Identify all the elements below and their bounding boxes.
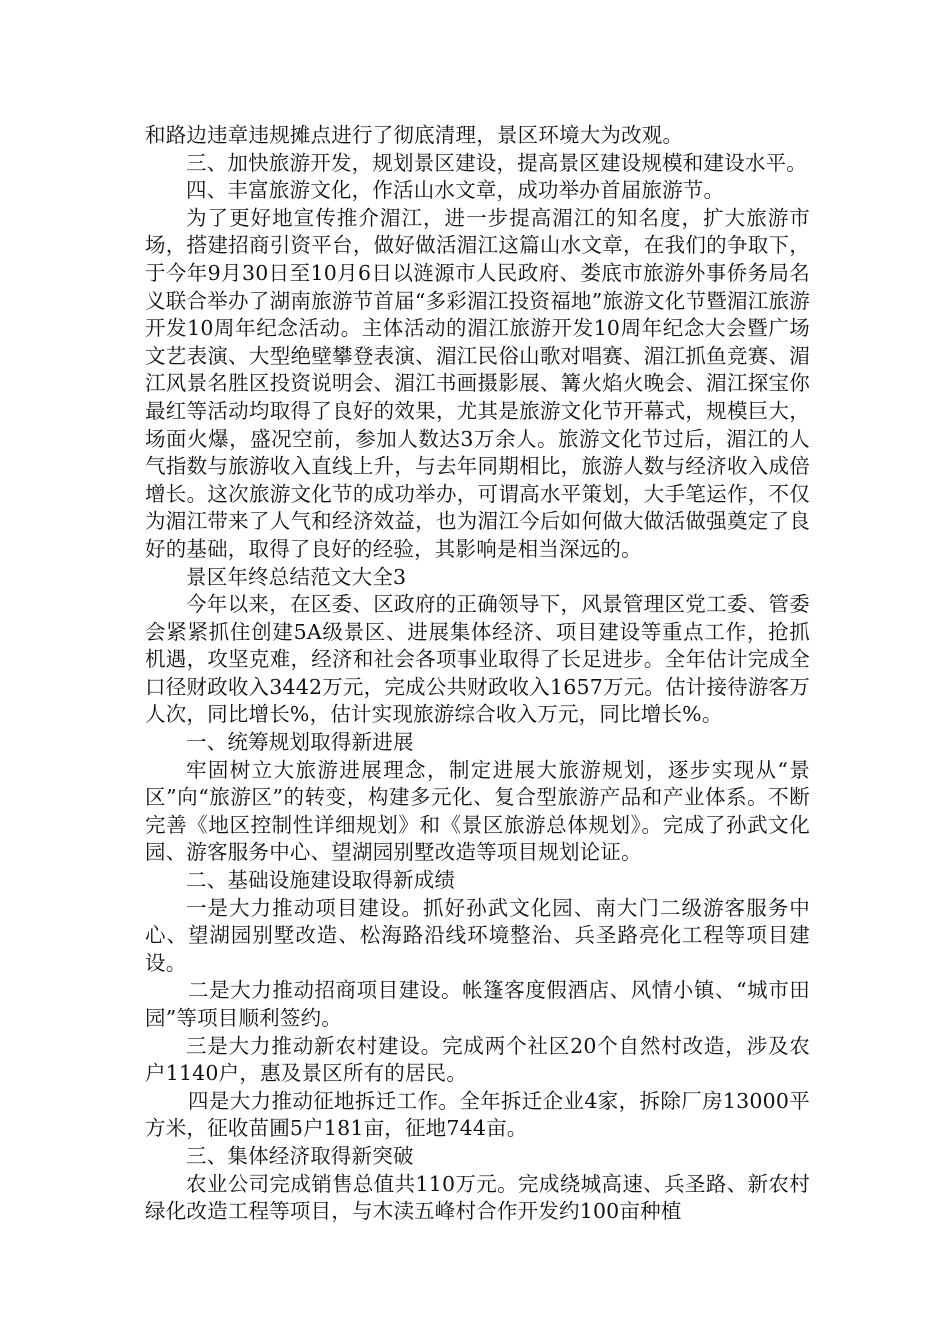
section-heading: 四、丰富旅游文化，作活山水文章，成功举办首届旅游节。 — [186, 178, 725, 203]
section-heading: 一、统筹规划取得新进展 — [186, 730, 414, 755]
paragraph: 牢固树立大旅游进展理念，制定进展大旅游规划，逐步实现从“景区”向“旅游区”的转变，构建多元化、复合型旅游产品和产业体系。不断完善《地区控制性详细规划》和《景区旅游总体规划》。完成了孙武文化园、游客服务中心、望湖园别墅改造等项目规划论证。 — [145, 757, 810, 865]
paragraph: 为了更好地宣传推介湄江，进一步提高湄江的知名度，扩大旅游市场，搭建招商引资平台，做好做活湄江这篇山水文章，在我们的争取下，于今年9月30日至10月6日以涟源市人民政府、娄底市旅游外事侨务局名义联合举办了湖南旅游节首届“多彩湄江投资福地”旅游文化节暨湄江旅游开发10周年纪念活动。主体活动的湄江旅游开发10周年纪念大会暨广场文艺表演、大型绝壁攀登表演、湄江民俗山歌对唱赛、湄江抓鱼竞赛、湄江风景名胜区投资说明会、湄江书画摄影展、篝火焰火晚会、湄江探宝你最红等活动均取得了良好的效果，尤其是旅游文化节开幕式，规模巨大，场面火爆，盛况空前，参加人数达3万余人。旅游文化节过后，湄江的人气指数与旅游收入直线上升，与去年同期相比，旅游人数与经济收入成倍增长。这次旅游文化节的成功举办，可谓高水平策划，大手笔运作，不仅为湄江带来了人气和经济效益，也为湄江今后如何做大做活做强奠定了良好的基础，取得了良好的经验，其影响是相当深远的。 — [145, 205, 810, 561]
section-heading: 三、加快旅游开发，规划景区建设，提高景区建设规模和建设水平。 — [186, 150, 807, 175]
paragraph: 三是大力推动新农村建设。完成两个社区20个自然村改造，涉及农户1140户，惠及景区所有的居民。 — [145, 1033, 810, 1086]
section-heading: 三、集体经济取得新突破 — [186, 1143, 414, 1168]
paragraph: 今年以来，在区委、区政府的正确领导下，风景管理区党工委、管委会紧紧抓住创建5A级景区、进展集体经济、项目建设等重点工作，抢抓机遇，攻坚克难，经济和社会各项事业取得了长足进步。全年估计完成全口径财政收入3442万元，完成公共财政收入1657万元。估计接待游客万人次，同比增长%，估计实现旅游综合收入万元，同比增长%。 — [145, 592, 810, 727]
paragraph: 一是大力推动项目建设。抓好孙武文化园、南大门二级游客服务中心、望湖园别墅改造、松海路沿线环境整治、兵圣路亮化工程等项目建设。 — [145, 895, 810, 975]
document-body — [145, 122, 810, 1226]
article-title: 景区年终总结范文大全3 — [186, 564, 407, 589]
paragraph: 农业公司完成销售总值共110万元。完成绕城高速、兵圣路、新农村绿化改造工程等项目，与木渎五峰村合作开发约100亩种植 — [145, 1171, 810, 1224]
paragraph: 四是大力推动征地拆迁工作。全年拆迁企业4家，拆除厂房13000平方米，征收苗圃5户181亩，征地744亩。 — [145, 1088, 810, 1141]
section-heading: 二、基础设施建设取得新成绩 — [186, 868, 456, 893]
paragraph: 和路边违章违规摊点进行了彻底清理，景区环境大为改观。 — [145, 123, 684, 147]
paragraph: 二是大力推动招商项目建设。帐篷客度假酒店、风情小镇、“城市田园”等项目顺利签约。 — [145, 978, 810, 1030]
